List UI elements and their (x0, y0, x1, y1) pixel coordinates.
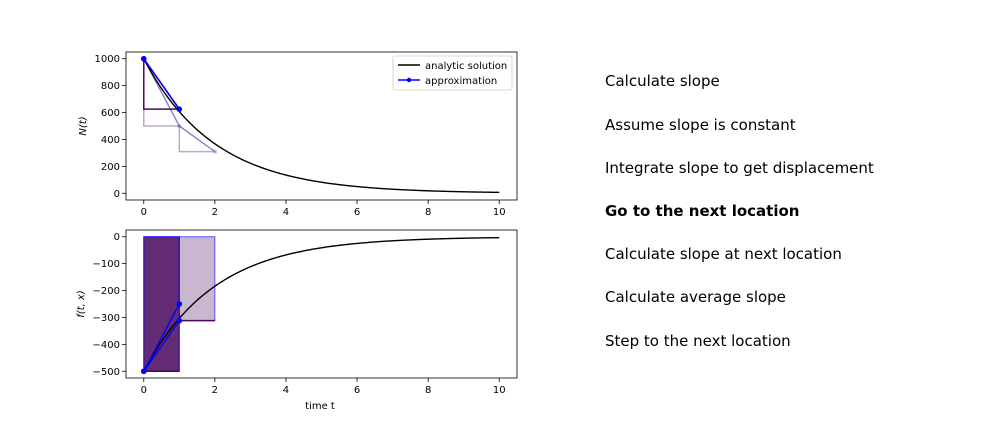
legend-approx-marker (407, 78, 411, 82)
top-x-tick-label: 2 (211, 207, 219, 218)
approximation-point (141, 368, 147, 374)
approximation-point (141, 56, 147, 62)
step-item-active: Go to the next location (605, 202, 800, 220)
top-x-tick-label: 0 (140, 207, 147, 218)
bottom-x-tick-label: 8 (424, 385, 432, 396)
approximation-point (177, 106, 183, 112)
bottom-y-tick-label: −200 (92, 286, 120, 298)
bottom-y-tick-label: −400 (92, 339, 120, 351)
top-x-tick-label: 4 (282, 207, 290, 218)
bottom-x-tick-label: 2 (211, 385, 219, 396)
bottom-y-tick-label: −100 (92, 259, 120, 271)
step-item: Calculate slope (605, 72, 720, 90)
bottom-plot-xlabel: time t (305, 401, 335, 412)
slope-rectangle (179, 237, 215, 321)
slope-rectangle (144, 237, 180, 372)
bottom-x-tick-label: 10 (492, 385, 506, 396)
bottom-y-tick-label: −300 (92, 312, 120, 324)
approximation-segment (144, 59, 180, 109)
legend-analytic-label: analytic solution (425, 61, 508, 72)
step-item: Calculate average slope (605, 288, 786, 306)
slope-point (213, 150, 217, 154)
top-y-tick-label: 200 (100, 161, 120, 173)
bottom-plot-ylabel: f(t, x) (76, 290, 87, 318)
step-item: Step to the next location (605, 332, 791, 350)
legend-approx-label: approximation (425, 76, 498, 87)
approximation-point (177, 318, 183, 324)
step-item: Calculate slope at next location (605, 245, 842, 263)
bottom-x-tick-label: 6 (353, 385, 361, 396)
top-x-tick-label: 6 (353, 207, 361, 218)
top-y-tick-label: 600 (100, 108, 120, 120)
approximation-point (177, 301, 183, 307)
top-y-tick-label: 800 (100, 81, 120, 93)
bottom-y-tick-label: 0 (113, 232, 120, 244)
top-plot (78, 52, 517, 218)
bottom-plot (76, 230, 517, 412)
top-plot-ylabel: N(t) (78, 116, 89, 136)
top-x-tick-label: 10 (492, 207, 506, 218)
top-x-tick-label: 8 (424, 207, 432, 218)
legend (393, 56, 512, 90)
top-y-tick-label: 0 (113, 188, 120, 200)
bottom-x-tick-label: 4 (282, 385, 290, 396)
top-y-tick-label: 1000 (94, 54, 120, 66)
step-item: Integrate slope to get displacement (605, 159, 874, 177)
bottom-y-tick-label: −500 (92, 366, 120, 378)
top-y-tick-label: 400 (100, 134, 120, 146)
bottom-x-tick-label: 0 (140, 385, 147, 396)
top-plot-triangles (144, 59, 217, 154)
step-item: Assume slope is constant (605, 116, 796, 134)
